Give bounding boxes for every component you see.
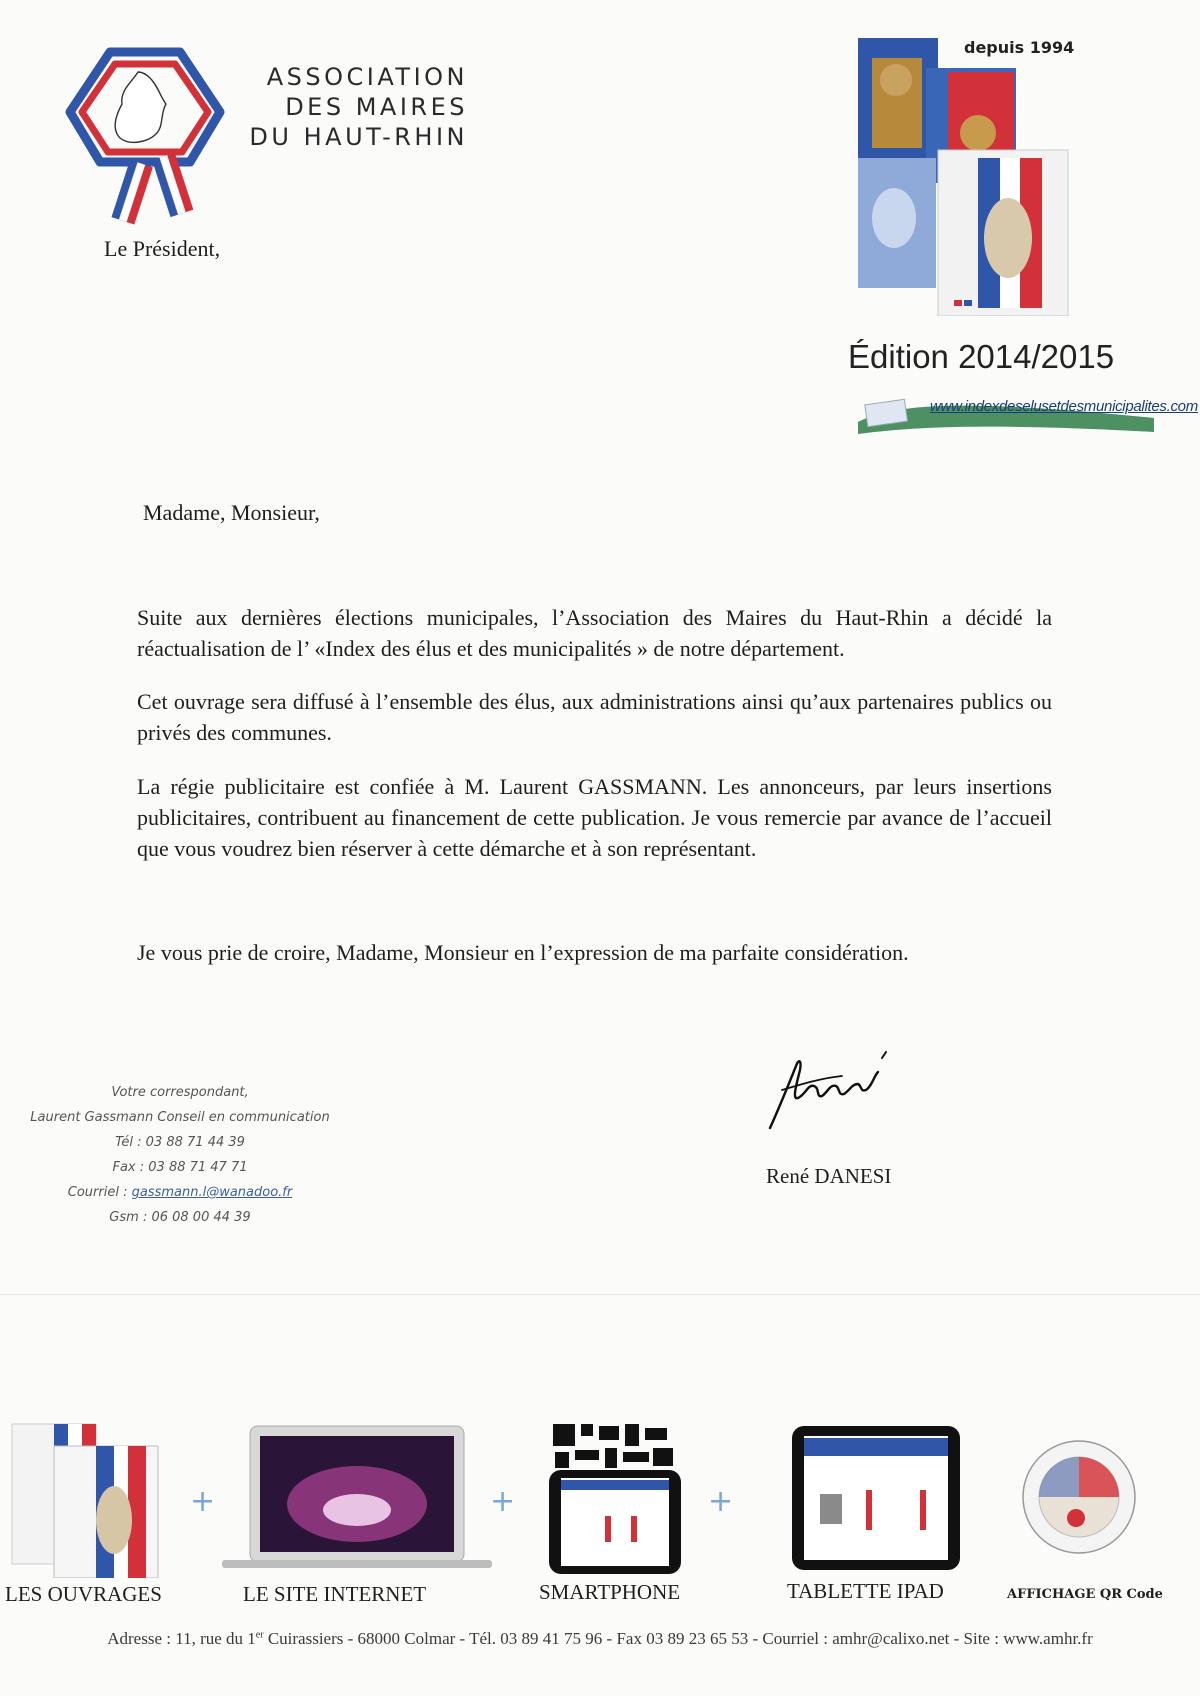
- tablet-image: [790, 1424, 962, 1572]
- correspondent-title: Votre correspondant,: [111, 1085, 249, 1100]
- smartphone-qr-image: [545, 1420, 685, 1578]
- handwritten-signature: [762, 1046, 912, 1136]
- plus-sign-1: +: [190, 1484, 216, 1519]
- correspondent-gsm: Gsm : 06 08 00 44 39: [109, 1210, 251, 1225]
- email-label: Courriel :: [67, 1185, 132, 1200]
- plus-sign-2: +: [490, 1484, 516, 1519]
- paragraph-2: Cet ouvrage sera diffusé à l’ensemble des élus, aux administrations ainsi qu’aux partenaires publics ou privés des communes.: [137, 689, 1052, 745]
- association-line-2: DES MAIRES: [285, 93, 468, 121]
- association-line-3: DU HAUT-RHIN: [249, 123, 468, 151]
- label-website: LE SITE INTERNET: [243, 1582, 427, 1606]
- address-start: Adresse : 11, rue du 1: [107, 1629, 256, 1648]
- paragraph-1: Suite aux dernières élections municipales, l’Association des Maires du Haut-Rhin a décidé la réactualisation de l’ «Index des élus et des municipalités » de notre département.: [137, 605, 1052, 661]
- section-divider: [0, 1294, 1200, 1295]
- closing-paragraph: Je vous prie de croire, Madame, Monsieur en l’expression de ma parfaite considération.: [137, 940, 909, 965]
- address-end: Cuirassiers - 68000 Colmar - Tél. 03 89 41 75 96 - Fax 03 89 23 65 53 - Courriel : amhr@calixo.net - Site : www.amhr.fr: [263, 1629, 1093, 1648]
- address-superscript: er: [255, 1629, 264, 1641]
- footer-address: [0, 1629, 1200, 1649]
- paragraph-3: La régie publicitaire est confiée à M. Laurent GASSMANN. Les annonceurs, par leurs insertions publicitaires, contribuent au financement de cette publication. Je vous remercie par avance de l’accueil que vous voudrez bien réserver à cette démarche et à son représentant.: [137, 774, 1052, 861]
- association-logo: [60, 42, 230, 242]
- books-thumbnail: [10, 1420, 160, 1578]
- association-name: [228, 62, 468, 152]
- salutation: Madame, Monsieur,: [143, 500, 320, 525]
- since-label: depuis 1994: [964, 38, 1075, 57]
- president-label: Le Président,: [104, 236, 221, 261]
- label-qr-display: AFFICHAGE QR Code: [1007, 1587, 1163, 1602]
- edition-label: Édition 2014/2015: [848, 338, 1115, 375]
- correspondent-email-line: [0, 1180, 360, 1205]
- laptop-image: [222, 1424, 492, 1570]
- association-line-1: ASSOCIATION: [266, 63, 468, 91]
- label-books: LES OUVRAGES: [5, 1582, 162, 1606]
- label-tablet: TABLETTE IPAD: [787, 1579, 944, 1603]
- correspondent-block: [0, 1080, 360, 1230]
- correspondent-tel: Tél : 03 88 71 44 39: [115, 1135, 245, 1150]
- signer-name: René DANESI: [766, 1164, 892, 1188]
- website-badge-text[interactable]: www.indexdeselusetdesmunicipalites.com: [930, 398, 1198, 415]
- label-smartphone: SMARTPHONE: [539, 1580, 681, 1604]
- plus-sign-3: +: [708, 1484, 734, 1519]
- book-covers-image: [858, 38, 1080, 316]
- correspondent-name: Laurent Gassmann Conseil en communication: [30, 1110, 330, 1125]
- correspondent-fax: Fax : 03 88 71 47 71: [112, 1160, 248, 1175]
- qr-display-seal-image: [1020, 1438, 1138, 1556]
- correspondent-email-link[interactable]: gassmann.l@wanadoo.fr: [131, 1185, 293, 1200]
